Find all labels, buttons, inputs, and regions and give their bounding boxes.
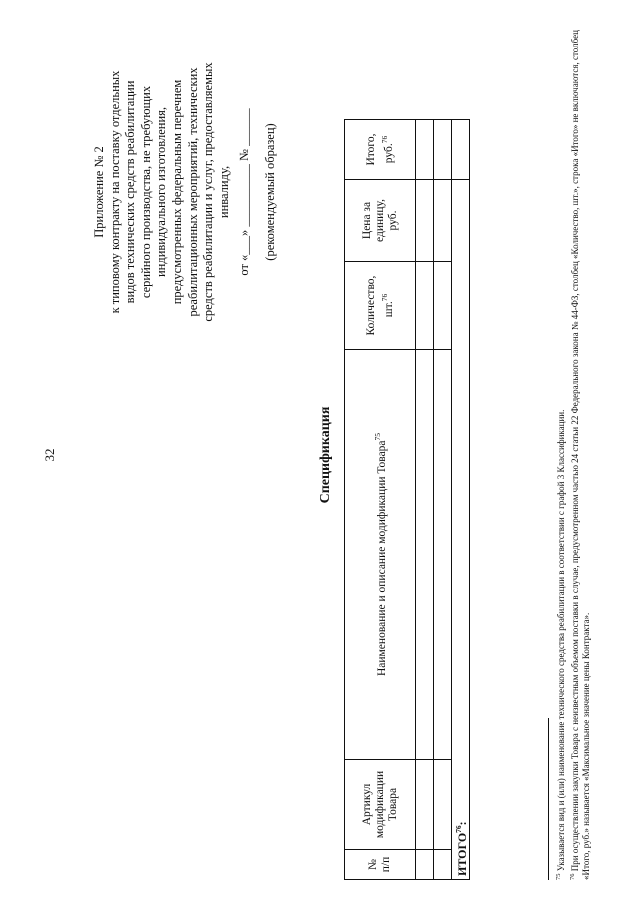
- footnote-76: [567, 20, 592, 880]
- appendix-line: к типовому контракту на поставку отдельных: [107, 70, 122, 314]
- footnote-ref: 76: [454, 825, 463, 833]
- footnote-separator: [548, 718, 549, 880]
- table-cell: [434, 850, 452, 880]
- table-cell: [434, 350, 452, 760]
- header-text: №: [367, 859, 379, 870]
- table-cell: [416, 120, 434, 180]
- appendix-line: инвалиду,: [216, 165, 231, 219]
- table-cell: [434, 262, 452, 350]
- appendix-line: средств реабилитации и услуг, предоставляемых: [201, 62, 216, 322]
- sample-note: (рекомендуемый образец): [262, 123, 277, 261]
- header-total: [345, 120, 416, 180]
- header-quantity: [345, 262, 416, 350]
- footnote-ref: 76: [379, 293, 389, 302]
- footnote-75: [553, 20, 567, 880]
- appendix-line: индивидуального изготовления,: [154, 106, 169, 278]
- table-cell: [416, 350, 434, 760]
- header-text: Итого,: [364, 133, 377, 166]
- header-article: [345, 760, 416, 850]
- total-label: ИТОГО: [455, 832, 469, 876]
- footnote-text: При осуществлении закупки Товара с неизвестным объемом поставки в случае, предусмотренном частью 24 статьи 22 Федерального закона № 44-ФЗ, столбец «Количество, шт.», строка «Итого» не включаются, столбец «Итого, руб.» называется «Максимальное значение цены Контракта».: [570, 30, 591, 880]
- total-value-cell: [452, 120, 470, 180]
- table-cell: [416, 180, 434, 262]
- header-text: п/п: [380, 856, 392, 873]
- header-text: шт.: [382, 301, 395, 318]
- table-cell: [416, 850, 434, 880]
- footnotes: [553, 20, 592, 880]
- header-text: Наименование и описание модификации Товара: [375, 440, 388, 677]
- header-text: Артикул: [360, 783, 373, 826]
- header-text: Количество,: [364, 275, 377, 336]
- specification-title: Спецификация: [318, 406, 333, 504]
- footnote-number: 76: [569, 873, 576, 880]
- total-label-cell: [452, 180, 470, 880]
- specification-table: [344, 119, 470, 880]
- total-row: [452, 120, 470, 880]
- header-text: Товара: [386, 787, 399, 822]
- table-row: [434, 120, 452, 880]
- header-number: [345, 850, 416, 880]
- header-text: руб.: [382, 143, 395, 164]
- footnote-ref: 75: [373, 432, 383, 441]
- header-text: модификации: [373, 770, 386, 839]
- page-number: 32: [42, 448, 57, 462]
- total-label-suffix: :: [455, 821, 469, 826]
- appendix-title: Приложение № 2: [92, 146, 106, 238]
- table-header-row: [345, 120, 416, 880]
- appendix-header: [92, 37, 279, 347]
- table-cell: [416, 760, 434, 850]
- header-unit-price: [345, 180, 416, 262]
- footnote-ref: 76: [379, 135, 389, 144]
- table-cell: [434, 760, 452, 850]
- appendix-line: серийного производства, не требующих: [138, 85, 153, 299]
- table-cell: [416, 262, 434, 350]
- appendix-line: предусмотренных федеральным перечнем: [169, 79, 184, 305]
- header-name-description: [345, 350, 416, 760]
- header-text: руб.: [386, 210, 399, 231]
- header-text: единицу,: [373, 199, 386, 242]
- header-text: Цена за: [360, 201, 373, 240]
- table-cell: [434, 180, 452, 262]
- date-number-line: от «___» __________ № ______: [237, 108, 252, 276]
- footnote-number: 75: [555, 873, 562, 880]
- table-cell: [434, 120, 452, 180]
- appendix-line: видов технических средств реабилитации: [123, 80, 138, 304]
- footnote-text: Указывается вид и (или) наименование технического средства реабилитации в соответствии с графой 3 Классификации.: [556, 409, 566, 872]
- table-row: [416, 120, 434, 880]
- appendix-line: реабилитационных мероприятий, технических: [185, 67, 200, 317]
